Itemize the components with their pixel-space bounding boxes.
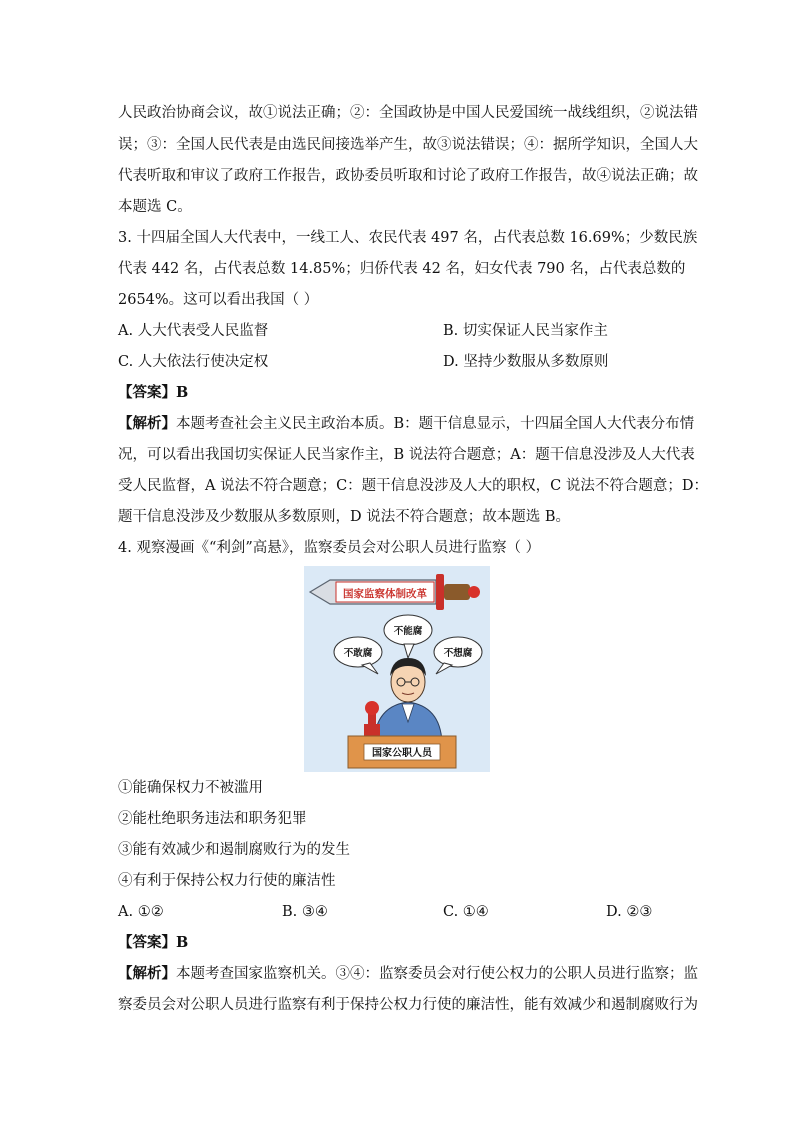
q3-analysis-line-4: 题干信息没涉及少数服从多数原则，D 说法不符合题意；故本题选 B。 bbox=[118, 509, 570, 525]
q4-analysis-text-1: 本题考查国家监察机关。③④：监察委员会对行使公权力的公职人员进行监察；监 bbox=[176, 966, 698, 982]
q3-option-a: A. 人大代表受人民监督 bbox=[118, 323, 269, 339]
q3-answer: 【答案】B bbox=[118, 384, 189, 401]
q4-analysis-line-1 bbox=[118, 964, 698, 984]
q4-statement-3: ③能有效减少和遏制腐败行为的发生 bbox=[118, 842, 350, 858]
q4-option-c: C. ①④ bbox=[443, 904, 489, 920]
q4-answer: 【答案】B bbox=[118, 934, 189, 951]
q4-option-d: D. ②③ bbox=[606, 904, 653, 920]
q3-analysis-line-3: 受人民监督，A 说法不符合题意；C：题干信息没涉及人大的职权，C 说法不符合题意；D： bbox=[118, 478, 709, 494]
q3-stem-line-2: 代表 442 名，占代表总数 14.85%；归侨代表 42 名，妇女代表 790 名，占代表总数的 bbox=[118, 261, 686, 277]
q3-analysis-label: 【解析】 bbox=[118, 415, 176, 432]
desk-label: 国家公职人员 bbox=[372, 748, 432, 759]
q4-option-a: A. ①② bbox=[118, 904, 164, 920]
q4-analysis-line-2: 察委员会对公职人员进行监察有利于保持公权力行使的廉洁性，能有效减少和遏制腐败行为 bbox=[118, 997, 698, 1013]
cartoon-image bbox=[304, 566, 490, 772]
q4-statement-2: ②能杜绝职务违法和职务犯罪 bbox=[118, 811, 307, 827]
q3-stem-line-3: 2654%。这可以看出我国（ ） bbox=[118, 292, 319, 308]
intro-line-4: 本题选 C。 bbox=[118, 199, 192, 215]
intro-line-3: 代表听取和审议了政府工作报告，政协委员听取和讨论了政府工作报告，故④说法正确；故 bbox=[118, 168, 698, 184]
q3-analysis-line-2: 况，可以看出我国切实保证人民当家作主，B 说法符合题意；A：题干信息没涉及人大代表 bbox=[118, 447, 695, 463]
intro-line-1: 人民政治协商会议，故①说法正确；②：全国政协是中国人民爱国统一战线组织，②说法错 bbox=[118, 105, 698, 121]
q3-option-d: D. 坚持少数服从多数原则 bbox=[443, 354, 609, 370]
sword-label: 国家监察体制改革 bbox=[343, 588, 427, 600]
q4-statement-4: ④有利于保持公权力行使的廉洁性 bbox=[118, 873, 336, 889]
q3-option-c: C. 人大依法行使决定权 bbox=[118, 354, 269, 370]
bubble-text-3: 不想腐 bbox=[443, 648, 473, 659]
q3-analysis-line-1 bbox=[118, 414, 694, 434]
intro-line-2: 误；③：全国人民代表是由选民间接选举产生，故③说法错误；④：据所学知识，全国人大 bbox=[118, 137, 698, 153]
bubble-text-2: 不能腐 bbox=[393, 626, 423, 637]
q4-statement-1: ①能确保权力不被滥用 bbox=[118, 780, 263, 796]
q3-analysis-text-1: 本题考查社会主义民主政治本质。B：题干信息显示，十四届全国人大代表分布情 bbox=[176, 416, 695, 432]
q3-option-b: B. 切实保证人民当家作主 bbox=[443, 323, 608, 339]
q4-stem: 4. 观察漫画《“利剑”高悬》，监察委员会对公职人员进行监察（ ） bbox=[118, 540, 541, 556]
q4-analysis-label: 【解析】 bbox=[118, 965, 176, 982]
bubble-text-1: 不敢腐 bbox=[343, 648, 373, 659]
q4-option-b: B. ③④ bbox=[282, 904, 328, 920]
q3-stem-line-1: 3. 十四届全国人大代表中，一线工人、农民代表 497 名，占代表总数 16.69%；少数民族 bbox=[118, 230, 698, 246]
